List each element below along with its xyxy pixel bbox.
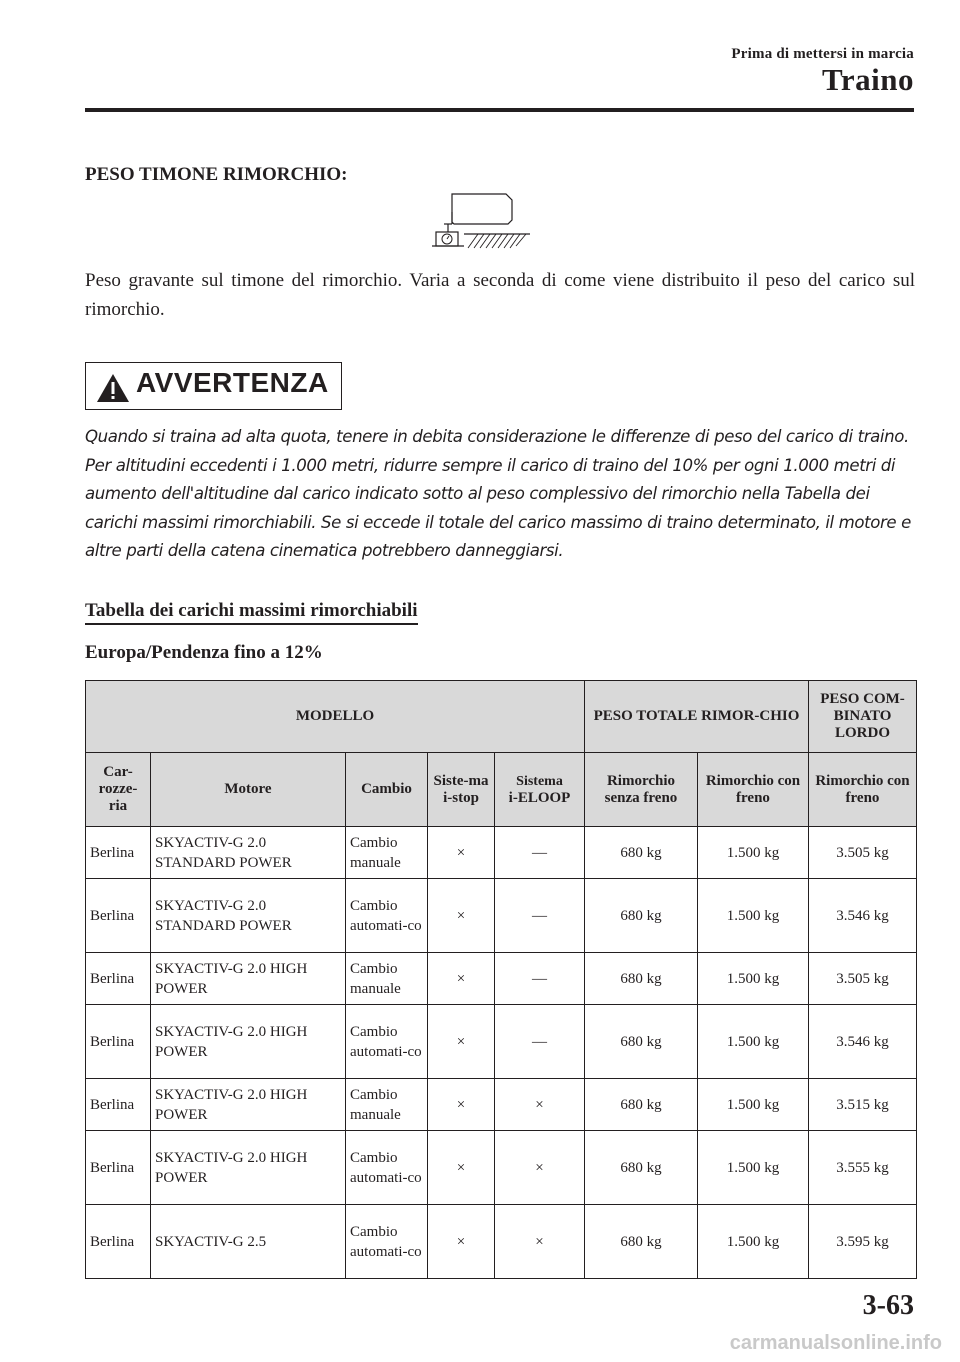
cell-ieloop: — xyxy=(495,827,585,879)
cell-istop: × xyxy=(428,1131,495,1205)
cell-ieloop: — xyxy=(495,953,585,1005)
watermark: carmanualsonline.info xyxy=(729,1332,942,1354)
page-number: 3-63 xyxy=(862,1290,914,1321)
cell-ieloop: × xyxy=(495,1131,585,1205)
table-title: Tabella dei carichi massimi rimorchiabili xyxy=(85,600,418,625)
cell-ieloop: — xyxy=(495,1005,585,1079)
cell-istop: × xyxy=(428,879,495,953)
warning-text: Quando si traina ad alta quota, tenere in debita considerazione le differenze di peso del carico di traino. Per altitudini eccedenti i 1.000 metri, ridurre sempre il carico di traino del 10% per ogni 1.000 metri di aumento dell'altitudine dal carico indicato sotto al peso complessivo del rimorchio nella Tabella dei carichi massimi rimorchiabili. Se si eccede il totale del carico massimo di traino determinato, il motore e altre parti della catena cinematica potrebbero danneggiarsi. xyxy=(85,427,911,560)
column-ieloop-line-2: i-ELOOP xyxy=(508,789,571,806)
cell-lordo: 3.505 kg xyxy=(809,827,917,879)
cell-istop: × xyxy=(428,827,495,879)
cell-motore: SKYACTIV-G 2.5 xyxy=(151,1205,346,1279)
cell-lordo: 3.595 kg xyxy=(809,1205,917,1279)
cell-lordo: 3.555 kg xyxy=(809,1131,917,1205)
cell-carrozzeria: Berlina xyxy=(86,1079,151,1131)
column-cambio: Cambio xyxy=(346,753,428,827)
cell-con-freno: 1.500 kg xyxy=(698,1205,809,1279)
cell-istop: × xyxy=(428,953,495,1005)
table-row xyxy=(86,1005,917,1079)
cell-senza-freno: 680 kg xyxy=(585,879,698,953)
cell-lordo: 3.546 kg xyxy=(809,1005,917,1079)
table-row xyxy=(86,879,917,953)
cell-carrozzeria: Berlina xyxy=(86,879,151,953)
tongue-weight-diagram-icon xyxy=(432,186,532,256)
cell-lordo: 3.546 kg xyxy=(809,879,917,953)
cell-con-freno: 1.500 kg xyxy=(698,827,809,879)
table-row xyxy=(86,1205,917,1279)
cell-cambio: Cambio automati-co xyxy=(346,879,428,953)
cell-cambio: Cambio automati-co xyxy=(346,1005,428,1079)
cell-lordo: 3.505 kg xyxy=(809,953,917,1005)
header-peso-combinato: PESO COM-BINATO LORDO xyxy=(809,681,917,753)
header-modello: MODELLO xyxy=(86,681,585,753)
cell-cambio: Cambio automati-co xyxy=(346,1205,428,1279)
cell-senza-freno: 680 kg xyxy=(585,1205,698,1279)
max-load-table xyxy=(85,680,917,1279)
cell-con-freno: 1.500 kg xyxy=(698,1131,809,1205)
column-istop: Siste-ma i-stop xyxy=(428,753,495,827)
header-section: Prima di mettersi in marcia xyxy=(731,46,914,62)
cell-istop: × xyxy=(428,1005,495,1079)
header-rule xyxy=(85,108,914,112)
term-heading: PESO TIMONE RIMORCHIO: xyxy=(85,164,348,185)
cell-carrozzeria: Berlina xyxy=(86,1205,151,1279)
cell-carrozzeria: Berlina xyxy=(86,1005,151,1079)
table-row xyxy=(86,1131,917,1205)
cell-istop: × xyxy=(428,1079,495,1131)
cell-senza-freno: 680 kg xyxy=(585,1005,698,1079)
table-row xyxy=(86,953,917,1005)
cell-cambio: Cambio automati-co xyxy=(346,1131,428,1205)
column-lordo-con-freno: Rimorchio con freno xyxy=(809,753,917,827)
cell-motore: SKYACTIV-G 2.0 HIGH POWER xyxy=(151,1005,346,1079)
cell-con-freno: 1.500 kg xyxy=(698,879,809,953)
header-title: Traino xyxy=(822,62,914,97)
cell-motore: SKYACTIV-G 2.0 HIGH POWER xyxy=(151,1079,346,1131)
cell-carrozzeria: Berlina xyxy=(86,953,151,1005)
header-peso-totale: PESO TOTALE RIMOR-CHIO xyxy=(585,681,809,753)
cell-cambio: Cambio manuale xyxy=(346,1079,428,1131)
cell-con-freno: 1.500 kg xyxy=(698,953,809,1005)
cell-senza-freno: 680 kg xyxy=(585,953,698,1005)
warning-label: AVVERTENZA xyxy=(136,367,329,398)
cell-ieloop: — xyxy=(495,879,585,953)
cell-ieloop: × xyxy=(495,1079,585,1131)
cell-cambio: Cambio manuale xyxy=(346,827,428,879)
cell-senza-freno: 680 kg xyxy=(585,827,698,879)
cell-istop: × xyxy=(428,1205,495,1279)
cell-ieloop: × xyxy=(495,1205,585,1279)
cell-lordo: 3.515 kg xyxy=(809,1079,917,1131)
cell-cambio: Cambio manuale xyxy=(346,953,428,1005)
cell-motore: SKYACTIV-G 2.0 HIGH POWER xyxy=(151,953,346,1005)
cell-carrozzeria: Berlina xyxy=(86,1131,151,1205)
cell-motore: SKYACTIV-G 2.0 HIGH POWER xyxy=(151,1131,346,1205)
table-row xyxy=(86,827,917,879)
column-motore: Motore xyxy=(151,753,346,827)
column-ieloop-line-1: Sistema xyxy=(516,773,563,789)
cell-con-freno: 1.500 kg xyxy=(698,1005,809,1079)
cell-senza-freno: 680 kg xyxy=(585,1079,698,1131)
table-subtitle: Europa/Pendenza fino a 12% xyxy=(85,642,323,663)
column-carrozzeria: Car-rozze-ria xyxy=(86,753,151,827)
table-row xyxy=(86,1079,917,1131)
column-ieloop xyxy=(495,753,585,827)
column-con-freno: Rimorchio con freno xyxy=(698,753,809,827)
cell-con-freno: 1.500 kg xyxy=(698,1079,809,1131)
warning-triangle-icon xyxy=(96,373,130,403)
cell-motore: SKYACTIV-G 2.0 STANDARD POWER xyxy=(151,879,346,953)
cell-motore: SKYACTIV-G 2.0 STANDARD POWER xyxy=(151,827,346,879)
column-senza-freno: Rimorchio senza freno xyxy=(585,753,698,827)
term-description: Peso gravante sul timone del rimorchio. Varia a seconda di come viene distribuito il peso del carico sul rimorchio. xyxy=(85,270,915,320)
cell-senza-freno: 680 kg xyxy=(585,1131,698,1205)
warning-box xyxy=(85,362,342,410)
cell-carrozzeria: Berlina xyxy=(86,827,151,879)
